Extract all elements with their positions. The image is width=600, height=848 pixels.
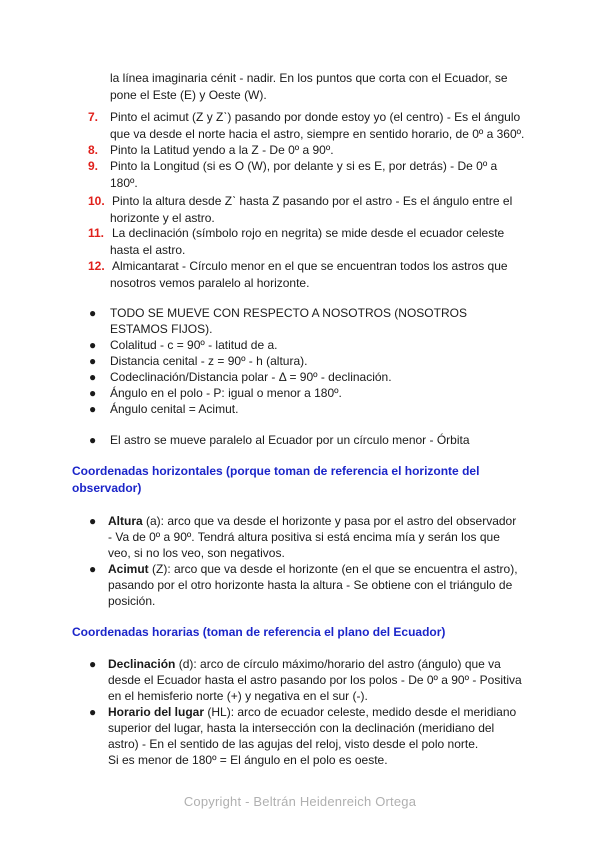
- section-heading: observador): [72, 481, 142, 495]
- bullet-marker: ●: [89, 306, 97, 320]
- definition-line: pasando por el otro horizonte hasta la altura - Se obtiene con el triángulo de: [108, 578, 513, 592]
- bullet-marker: ●: [89, 354, 97, 368]
- definition-line: Si es menor de 180º = El ángulo en el polo es oeste.: [108, 753, 388, 767]
- list-item-line: nosotros vemos paralelo al horizonte.: [110, 276, 310, 290]
- term: Horario del lugar: [108, 705, 205, 719]
- definition-line: desde el Ecuador hasta el astro pasando por los polos - De 0º a 90º - Positiva: [108, 673, 522, 687]
- definition-line: - Va de 0º a 90º. Tendrá altura positiva si está encima mía y serán los que: [108, 530, 500, 544]
- definition-line: en el hemisferio norte (+) y negativa en el sur (-).: [108, 689, 368, 703]
- intro-line: pone el Este (E) y Oeste (W).: [110, 88, 267, 102]
- definition-line: superior del lugar, hasta la intersección con la declinación (meridiano del: [108, 721, 495, 735]
- bullet-text: Colalitud - c = 90º - latitud de a.: [110, 338, 278, 352]
- section-heading: Coordenadas horarias (toman de referencia el plano del Ecuador): [72, 625, 446, 639]
- bullet-marker: ●: [89, 705, 97, 719]
- bullet-text: ESTAMOS FIJOS).: [110, 322, 213, 336]
- list-item-line: Pinto el acimut (Z y Zˋ) pasando por donde estoy yo (el centro) - Es el ángulo: [110, 110, 521, 124]
- list-number: 9.: [88, 159, 99, 173]
- list-number: 7.: [88, 110, 99, 124]
- list-item-line: hasta el astro.: [110, 243, 186, 257]
- definition-line: [108, 561, 518, 577]
- intro-line: la línea imaginaria cénit - nadir. En los puntos que corta con el Ecuador, se: [110, 71, 508, 85]
- term: Altura: [108, 514, 143, 528]
- list-number: 8.: [88, 143, 99, 157]
- list-item-line: 180º.: [110, 176, 138, 190]
- section-heading: Coordenadas horizontales (porque toman de referencia el horizonte del: [72, 464, 480, 478]
- list-item-line: Pinto la Latitud yendo a la Z - De 0º a 90º.: [110, 143, 334, 157]
- bullet-text: Ángulo en el polo - P: igual o menor a 180º.: [110, 386, 342, 400]
- list-item-line: Pinto la altura desde Zˋ hasta Z pasando por el astro - Es el ángulo entre el: [112, 194, 513, 208]
- bullet-marker: ●: [89, 370, 97, 384]
- bullet-text: El astro se mueve paralelo al Ecuador por un círculo menor - Órbita: [110, 433, 470, 447]
- list-item-line: La declinación (símbolo rojo en negrita) se mide desde el ecuador celeste: [112, 226, 505, 240]
- definition-line: veo, si no los veo, son negativos.: [108, 546, 285, 560]
- definition-text: (a): arco que va desde el horizonte y pasa por el astro del observador: [142, 514, 517, 528]
- definition-line: astro) - En el sentido de las agujas del reloj, visto desde el polo norte.: [108, 737, 479, 751]
- bullet-marker: ●: [89, 514, 97, 528]
- term: Declinación: [108, 657, 176, 671]
- bullet-text: Distancia cenital - z = 90º - h (altura).: [110, 354, 308, 368]
- term: Acimut: [108, 562, 149, 576]
- bullet-marker: ●: [89, 402, 97, 416]
- definition-text: (Z): arco que va desde el horizonte (en el que se encuentra el astro),: [148, 562, 518, 576]
- bullet-marker: ●: [89, 386, 97, 400]
- definition-text: (d): arco de círculo máximo/horario del astro (ángulo) que va: [175, 657, 501, 671]
- bullet-text: TODO SE MUEVE CON RESPECTO A NOSOTROS (NOSOTROS: [110, 306, 467, 320]
- list-item-line: horizonte y el astro.: [110, 211, 215, 225]
- list-item-line: Almicantarat - Círculo menor en el que se encuentran todos los astros que: [112, 259, 508, 273]
- list-number: 11.: [88, 226, 105, 240]
- list-item-line: Pinto la Longitud (si es O (W), por delante y si es E, por detrás) - De 0º a: [110, 159, 498, 173]
- definition-line: [108, 656, 501, 672]
- definition-text: (HL): arco de ecuador celeste, medido desde el meridiano: [204, 705, 517, 719]
- bullet-marker: ●: [89, 338, 97, 352]
- definition-line: posición.: [108, 594, 156, 608]
- definition-line: [108, 513, 516, 529]
- bullet-text: Ángulo cenital = Acimut.: [110, 402, 239, 416]
- bullet-marker: ●: [89, 433, 97, 447]
- bullet-marker: ●: [89, 657, 97, 671]
- list-number: 10.: [88, 194, 105, 208]
- list-number: 12.: [88, 259, 105, 273]
- bullet-text: Codeclinación/Distancia polar - Δ = 90º - declinación.: [110, 370, 392, 384]
- copyright-footer: Copyright - Beltrán Heidenreich Ortega: [183, 794, 417, 809]
- list-item-line: que va desde el norte hacia el astro, siempre en sentido horario, de 0º a 360º.: [110, 127, 525, 141]
- bullet-marker: ●: [89, 562, 97, 576]
- definition-line: [108, 704, 516, 720]
